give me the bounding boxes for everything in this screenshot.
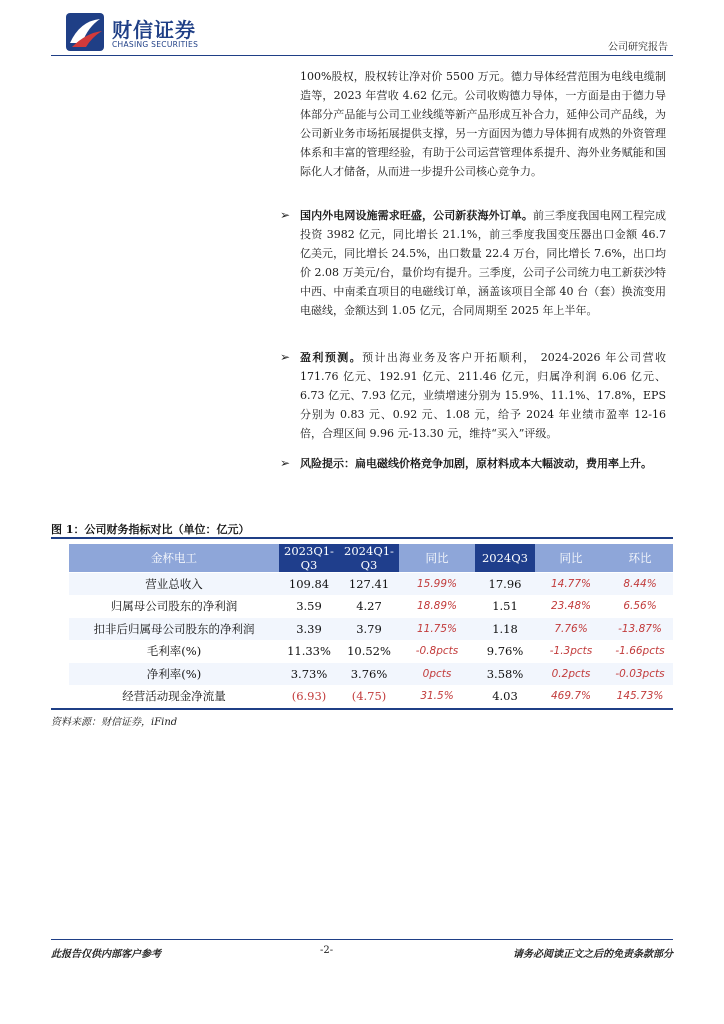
cell-value: 127.41	[339, 573, 399, 596]
cell-value: 4.03	[475, 685, 535, 708]
column-header: 2024Q3	[475, 544, 535, 573]
column-header: 2024Q1-Q3	[339, 544, 399, 573]
bullet-heading: 盈利预测。	[300, 351, 363, 364]
footer-disclaimer-left: 此报告仅供内部客户参考	[51, 949, 161, 960]
cell-value: 4.27	[339, 595, 399, 618]
cell-pct: 0.2pcts	[535, 663, 607, 686]
bullet-arrow-icon: ➢	[280, 208, 291, 222]
cell-pct: 11.75%	[399, 618, 475, 641]
logo-chinese-name: 财信证券	[112, 18, 196, 42]
column-header: 同比	[399, 544, 475, 573]
row-label: 毛利率(%)	[69, 640, 279, 663]
bullet-text	[300, 348, 666, 443]
page-number: -2-	[320, 945, 334, 956]
cell-pct: 18.89%	[399, 595, 475, 618]
cell-pct: -13.87%	[607, 618, 673, 641]
cell-pct: 14.77%	[535, 573, 607, 596]
cell-value: 9.76%	[475, 640, 535, 663]
financial-metrics-table	[69, 544, 673, 708]
cell-pct: 7.76%	[535, 618, 607, 641]
bullet-arrow-icon: ➢	[280, 350, 291, 364]
bullet-body: 前三季度我国电网工程完成投资 3982 亿元，同比增长 21.1%，前三季度我国变压器出口金额 46.7 亿美元，同比增长 24.5%，出口数量 22.4 万台，同比增长 7.6%，出口均价 2.08 万美元/台，量价均有提升。三季度，公司子公司统力电工新获沙特中西、中南柔直项目的电磁线订单，涵盖该项目全部 40 台（套）换流变用电磁线，金额达到 1.05 亿元，合同周期至 2025 年上半年。	[300, 209, 666, 317]
column-header: 环比	[607, 544, 673, 573]
cell-value: (6.93)	[279, 685, 339, 708]
paragraph-acquisition: 100%股权，股权转让净对价 5500 万元。德力导体经营范围为电线电缆制造等，2023 年营收 4.62 亿元。公司收购德力导体，一方面是由于德力导体部分产品能与公司工业线缆等新产品形成互补合力，延伸公司产品线，为公司新业务市场拓展提供支撑，另一方面因为德力导体拥有成熟的外资管理体系和丰富的管理经验，有助于公司运营管理体系提升、海外业务赋能和国际化人才储备，从而进一步提升公司核心竞争力。	[300, 70, 666, 178]
cell-pct: 23.48%	[535, 595, 607, 618]
bullet-heading: 国内外电网设施需求旺盛，公司新获海外订单。	[300, 209, 533, 222]
figure-bottom-rule	[51, 708, 673, 710]
column-header: 2023Q1-Q3	[279, 544, 339, 573]
figure-title: 图 1：公司财务指标对比（单位：亿元）	[51, 523, 250, 536]
row-label: 营业总收入	[69, 573, 279, 596]
cell-pct: 8.44%	[607, 573, 673, 596]
cell-value: 109.84	[279, 573, 339, 596]
bullet-arrow-icon: ➢	[280, 456, 291, 470]
cell-pct: -0.03pcts	[607, 663, 673, 686]
cell-value: 1.18	[475, 618, 535, 641]
company-logo-icon	[66, 13, 104, 51]
row-label: 净利率(%)	[69, 663, 279, 686]
row-label: 扣非后归属母公司股东的净利润	[69, 618, 279, 641]
cell-pct: -0.8pcts	[399, 640, 475, 663]
footer-disclaimer-right: 请务必阅读正文之后的免责条款部分	[513, 949, 673, 960]
cell-pct: -1.66pcts	[607, 640, 673, 663]
report-type-label: 公司研究报告	[608, 42, 668, 53]
cell-value: 3.79	[339, 618, 399, 641]
cell-pct: 145.73%	[607, 685, 673, 708]
column-header: 同比	[535, 544, 607, 573]
cell-value: 3.58%	[475, 663, 535, 686]
table-header-row	[69, 544, 673, 573]
bullet-body: 预计出海业务及客户开拓顺利， 2024-2026 年公司营收 171.76 亿元、192.91 亿元、211.46 亿元，归属净利润 6.06 亿元、6.73 亿元、7.93 亿元，业绩增速分别为 15.9%、11.1%、17.8%，EPS 分别为 0.83 元、0.92 元、1.08 元，给予 2024 年业绩市盈率 12-16 倍，合理区间 9.96 元-13.30 元，维持“买入”评级。	[300, 351, 666, 440]
cell-value: 3.59	[279, 595, 339, 618]
row-label: 经营活动现金净流量	[69, 685, 279, 708]
table-row	[69, 573, 673, 596]
cell-value: 3.73%	[279, 663, 339, 686]
table-row	[69, 663, 673, 686]
cell-value: 3.76%	[339, 663, 399, 686]
table-row	[69, 640, 673, 663]
logo-english-name: CHASING SECURITIES	[112, 40, 199, 49]
cell-value: 3.39	[279, 618, 339, 641]
cell-value: (4.75)	[339, 685, 399, 708]
bullet-text	[300, 206, 666, 320]
table-row	[69, 685, 673, 708]
footer-divider	[51, 939, 673, 940]
cell-value: 1.51	[475, 595, 535, 618]
column-header: 金杯电工	[69, 544, 279, 573]
cell-value: 17.96	[475, 573, 535, 596]
cell-pct: 469.7%	[535, 685, 607, 708]
cell-pct: 15.99%	[399, 573, 475, 596]
cell-pct: -1.3pcts	[535, 640, 607, 663]
cell-pct: 0pcts	[399, 663, 475, 686]
bullet-text: 风险提示：扁电磁线价格竞争加剧，原材料成本大幅波动，费用率上升。	[300, 457, 652, 470]
table-row	[69, 595, 673, 618]
cell-value: 10.52%	[339, 640, 399, 663]
cell-value: 11.33%	[279, 640, 339, 663]
cell-pct: 31.5%	[399, 685, 475, 708]
cell-pct: 6.56%	[607, 595, 673, 618]
header-divider	[51, 55, 673, 56]
row-label: 归属母公司股东的净利润	[69, 595, 279, 618]
figure-top-rule	[51, 537, 673, 539]
figure-source: 资料来源：财信证券，iFind	[51, 717, 178, 728]
table-row	[69, 618, 673, 641]
